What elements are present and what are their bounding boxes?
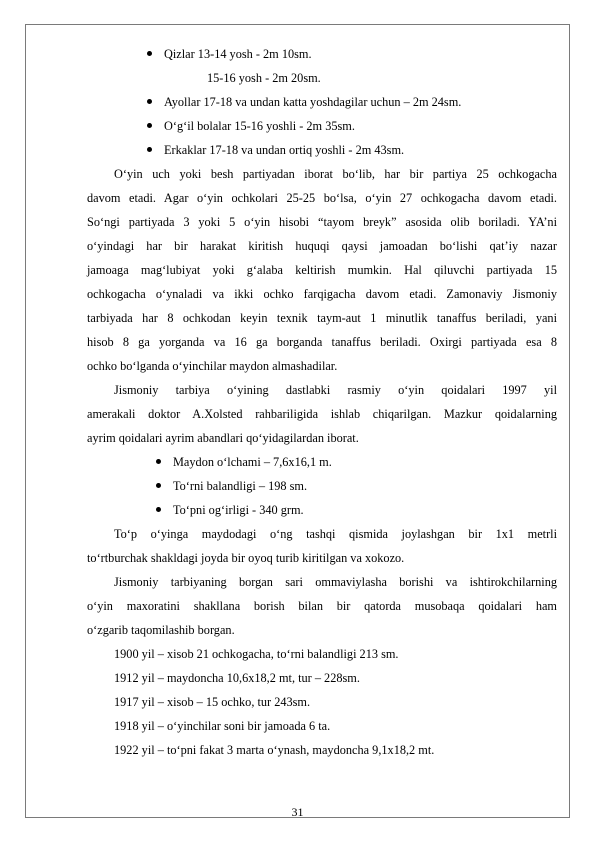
paragraph-line: jamoaga mag‘lubiyat yoki g‘alaba keltirish mumkin. Hal qiluvchi partiyada 15 [87, 263, 557, 277]
paragraph-line: o‘yin maxoratini shakllana borish bilan bir qatorda musobaqa qoidalari ham [87, 599, 557, 613]
paragraph-line: So‘ngi partiyada 3 yoki 5 o‘yin hisobi “tayom breyk” asosida olib boriladi. YA’ni [87, 215, 557, 229]
paragraph-line: ochkogacha o‘ynaladi va ikki ochko farqigacha davom etadi. Zamonaviy Jismoniy [87, 287, 557, 301]
bullet-subline: 15-16 yosh - 2m 20sm. [207, 71, 321, 85]
paragraph-line: ayrim qoidalari ayrim abandlari qo‘yidagilardan iborat. [87, 431, 359, 445]
paragraph-line: to‘rtburchak shakldagi joyda bir oyoq turib kiritilgan va xokozo. [87, 551, 405, 565]
paragraph-line: hisob 8 ga yorganda va 16 ga borganda tanaffus beriladi. Oxirgi partiyada esa 8 [87, 335, 557, 349]
bullet-item: Ayollar 17-18 va undan katta yoshdagilar uchun – 2m 24sm. [87, 90, 557, 114]
paragraph-line: To‘p o‘yinga maydodagi o‘ng tashqi qismida joylashgan bir 1x1 metrli [114, 527, 557, 541]
bullet-icon [147, 51, 152, 56]
bullet-item: Erkaklar 17-18 va undan ortiq yoshli - 2m 43sm. [87, 138, 557, 162]
bullet-icon [156, 507, 161, 512]
bullet-icon [156, 483, 161, 488]
bullet-item: Maydon o‘lchami – 7,6x16,1 m. [87, 450, 557, 474]
paragraph-line: o‘zgarib taqomilashib borgan. [87, 623, 235, 637]
bullet-icon [147, 123, 152, 128]
bullet-item: To‘pni og‘irligi - 340 grm. [87, 498, 557, 522]
history-item: 1900 yil – xisob 21 ochkogacha, to‘rni balandligi 213 sm. [114, 647, 399, 661]
paragraph-line: o‘yindagi har bir harakat kiritish huquqi qaysi jamoadan bo‘lishi qat’iy nazar [87, 239, 557, 253]
paragraph-line: davom etadi. Agar o‘yin ochkolari 25-25 bo‘lsa, o‘yin 27 ochkogacha davom etadi. [87, 191, 557, 205]
page-number: 31 [291, 805, 304, 819]
paragraph-line: tarbiyada har 8 ochkodan keyin texnik taym-aut 1 minutlik tanaffus beriladi, yani [87, 311, 557, 325]
history-item: 1918 yil – o‘yinchilar soni bir jamoada 6 ta. [114, 719, 331, 733]
bullet-item: To‘rni balandligi – 198 sm. [87, 474, 557, 498]
history-item: 1917 yil – xisob – 15 ochko, tur 243sm. [114, 695, 311, 709]
bullet-icon [147, 99, 152, 104]
history-item: 1922 yil – to‘pni fakat 3 marta o‘ynash, maydoncha 9,1x18,2 mt. [114, 743, 435, 757]
page-content [87, 42, 557, 762]
paragraph-line: ochko bo‘lganda o‘yinchilar maydon almashadilar. [87, 359, 338, 373]
bullet-item: O‘g‘il bolalar 15-16 yoshli - 2m 35sm. [87, 114, 557, 138]
paragraph-line: Jismoniy tarbiyaning borgan sari ommaviylasha borishi va ishtirokchilarning [114, 575, 557, 589]
bullet-icon [147, 147, 152, 152]
bullet-item: Qizlar 13-14 yosh - 2m 10sm. [87, 42, 557, 66]
history-item: 1912 yil – maydoncha 10,6x18,2 mt, tur – 228sm. [114, 671, 360, 685]
bullet-icon [156, 459, 161, 464]
paragraph-line: O‘yin uch yoki besh partiyadan iborat bo‘lib, har bir partiya 25 ochkogacha [114, 167, 557, 181]
paragraph-line: amerakali doktor A.Xolsted rahbariligida ishlab chiqarilgan. Mazkur qoidalarning [87, 407, 557, 421]
paragraph-line: Jismoniy tarbiya o‘yining dastlabki rasmiy o‘yin qoidalari 1997 yil [114, 383, 557, 397]
